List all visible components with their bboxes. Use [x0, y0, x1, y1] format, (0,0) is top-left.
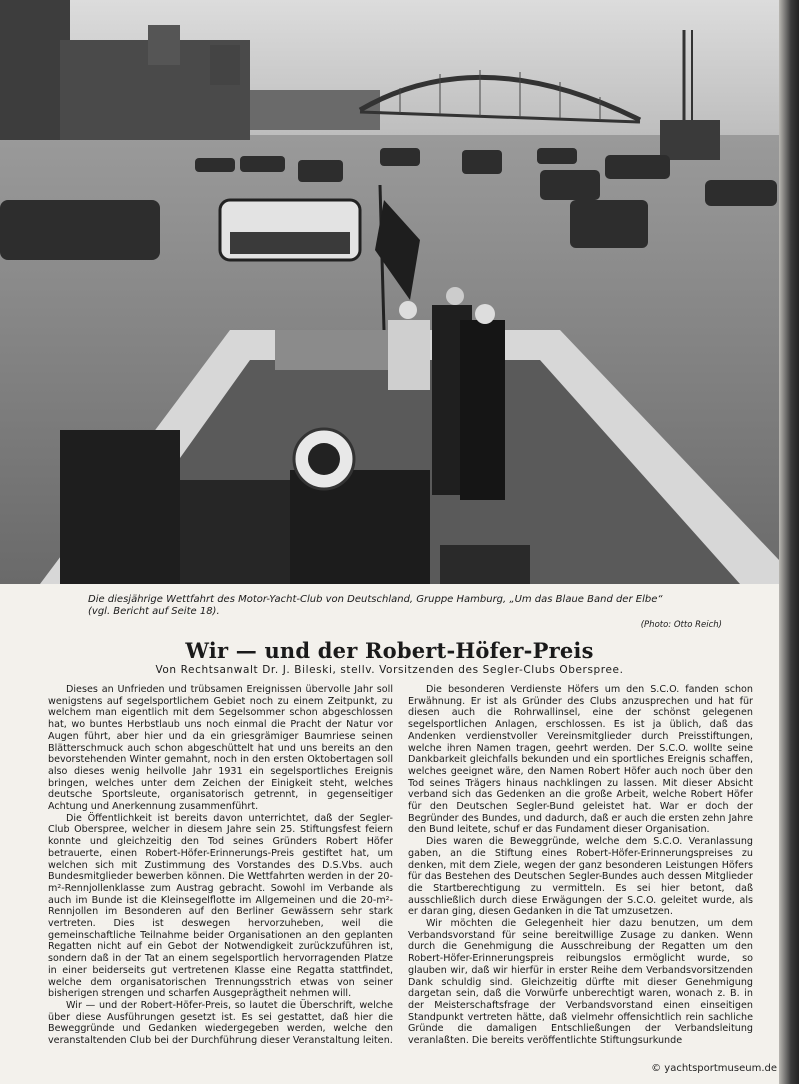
photo-caption: [88, 594, 722, 630]
caption-reference: (vgl. Bericht auf Seite 18).: [88, 606, 220, 617]
paragraph: Wir möchten die Gelegenheit hier dazu benutzen, um dem Verbandsvorstand für seine bereitwillige Zusage zu danken. Wenn durch die Genehmigung die Ausschreibung der Regatten um den Robert-Höfer-Erinnerungspreis reibungslos ermöglicht wurde, so glauben wir, daß wir hierfür in erster Reihe dem Verbandsvorsitzenden Dank schuldig sind. Gleichzeitig dürfte mit dieser Genehmigung dargetan sein, daß die Vorwürfe unberechtigt waren, wonach z. B. in der Meisterschaftsfrage der Verbandsvorstand einen einseitigen Standpunkt vertreten hätte, daß vielmehr offensichtlich rein sachliche Gründe die damaligen Entschließungen der Verbandsleitung veranlaßten. Die bereits veröffentlichte Stiftungsurkunde: [408, 918, 753, 1047]
paragraph: Dies waren die Beweggründe, welche dem S.C.O. Veranlassung gaben, an die Stiftung eines Robert-Höfer-Erinnerungspreises zu denken, mit dem Ziele, wegen der ganz besonderen Leistungen Höfers für das Bestehen des Deutschen Segler-Bundes auch dessen Mitglieder die Startberechtigung zu vermitteln. Es sei hier betont, daß ausschließlich durch diese Erwägungen der S.C.O. geleitet wurde, als er daran ging, diesen Gedanken in die Tat umzusetzen.: [408, 836, 753, 918]
article-byline: Von Rechtsanwalt Dr. J. Bileski, stellv. Vorsitzenden des Segler-Clubs Oberspree.: [155, 664, 624, 676]
paragraph: Die besonderen Verdienste Höfers um den S.C.O. fanden schon Erwähnung. Er ist als Gründer des Clubs anzusprechen und hat für diesen auch die Rohrwallinsel, eine der schönst gelegenen segelsportlichen Anlagen, erschlossen. Es ist ja üblich, daß das Andenken verdienstvoller Vereinsmitglieder durch Preisstiftungen, welche ihren Namen tragen, geehrt werden. Der S.C.O. wollte seine Dankbarkeit gleichfalls bekunden und ein sportliches Ereignis schaffen, welches geeignet wäre, den Namen Robert Höfer auch noch über den Tod seines Trägers hinaus nachklingen zu lassen. Mit dieser Absicht verband sich das Gedenken an die große Arbeit, welche Robert Höfer für den Deutschen Segler-Bund geleistet hat. War er doch der Begründer des Bundes, und dadurch, daß er auch die ersten zehn Jahre den Bund leitete, schuf er das Fundament dieser Organisation.: [408, 684, 753, 836]
caption-text: Die diesjährige Wettfahrt des Motor-Yacht-Club von Deutschland, Gruppe Hamburg, „Um das Blaue Band der Elbe“: [88, 594, 663, 605]
article-column-right: [408, 684, 753, 1047]
article-column-left: [48, 684, 393, 1047]
paragraph: Dieses an Unfrieden und trübsamen Ereignissen übervolle Jahr soll wenigstens auf segelsportlichem Gebiet noch zu einem Zeitpunkt, zu welchem man eigentlich mit dem Segelsommer schon abgeschlossen hat, wo buntes Herbstlaub uns noch einmal die Pracht der Natur vor Augen führt, aber hier und da ein griesgrämiger Baumriese seinen Blätterschmuck auch schon abgeschüttelt hat und uns bereits an den bevorstehenden Winter gemahnt, noch in den ersten Oktobertagen soll also dieses wenig heilvolle Jahr 1931 ein segelsportliches Ereignis bringen, welches unter dem Zeichen der Einigkeit steht, welches deutsche Sportsleute, organisatorisch getrennt, in gegenseitiger Achtung und Anerkennung zusammenführt.: [48, 684, 393, 813]
watermark: © yachtsportmuseum.de: [651, 1063, 777, 1074]
paragraph: Wir — und der Robert-Höfer-Preis, so lautet die Überschrift, welche über diese Ausführungen gesetzt ist. Es sei gestattet, daß hier die Beweggründe und Gedanken wiedergegeben werden, welche den veranstaltenden Club bei der Durchführung dieser Veranstaltung leiten.: [48, 999, 393, 1047]
paragraph: Die Öffentlichkeit ist bereits davon unterrichtet, daß der Segler-Club Oberspree, welcher in diesem Jahre sein 25. Stiftungsfest feiern konnte und gleichzeitig den Tod seines Gründers Robert Höfer betrauerte, einen Robert-Höfer-Erinnerungs-Preis gestiftet hat, um welchen sich mit Zustimmung des Vorstandes des D.S.Vbs. auch Bundesmitglieder bewerben können. Die Wettfahrten werden in der 20-m²-Rennjollenklasse zum Austrag gebracht. Sowohl im Verbande als auch im Bunde ist die Kleinsegelflotte im Allgemeinen und die 20-m²-Rennjollen im Besonderen auf den Berliner Gewässern sehr stark vertreten. Dies ist deswegen hervorzuheben, weil die gemeinschaftliche Teilnahme beider Organisationen an den geplanten Regatten nicht auf ein Gebot der Notwendigkeit zurückzuführen ist, sondern daß in der Tat an einem segelsportlich hervorragenden Platze in einer beiderseits gut vertretenen Klasse eine Regatta stattfindet, welche dem organisatorischen Trennungsstrich etwas von seiner bisherigen strengen und scharfen Ausgeprägtheit nehmen will.: [48, 812, 393, 1000]
photo-credit: (Photo: Otto Reich): [640, 620, 722, 630]
page-edge: [779, 0, 799, 1084]
article-title: Wir — und der Robert-Höfer-Preis: [185, 638, 594, 663]
